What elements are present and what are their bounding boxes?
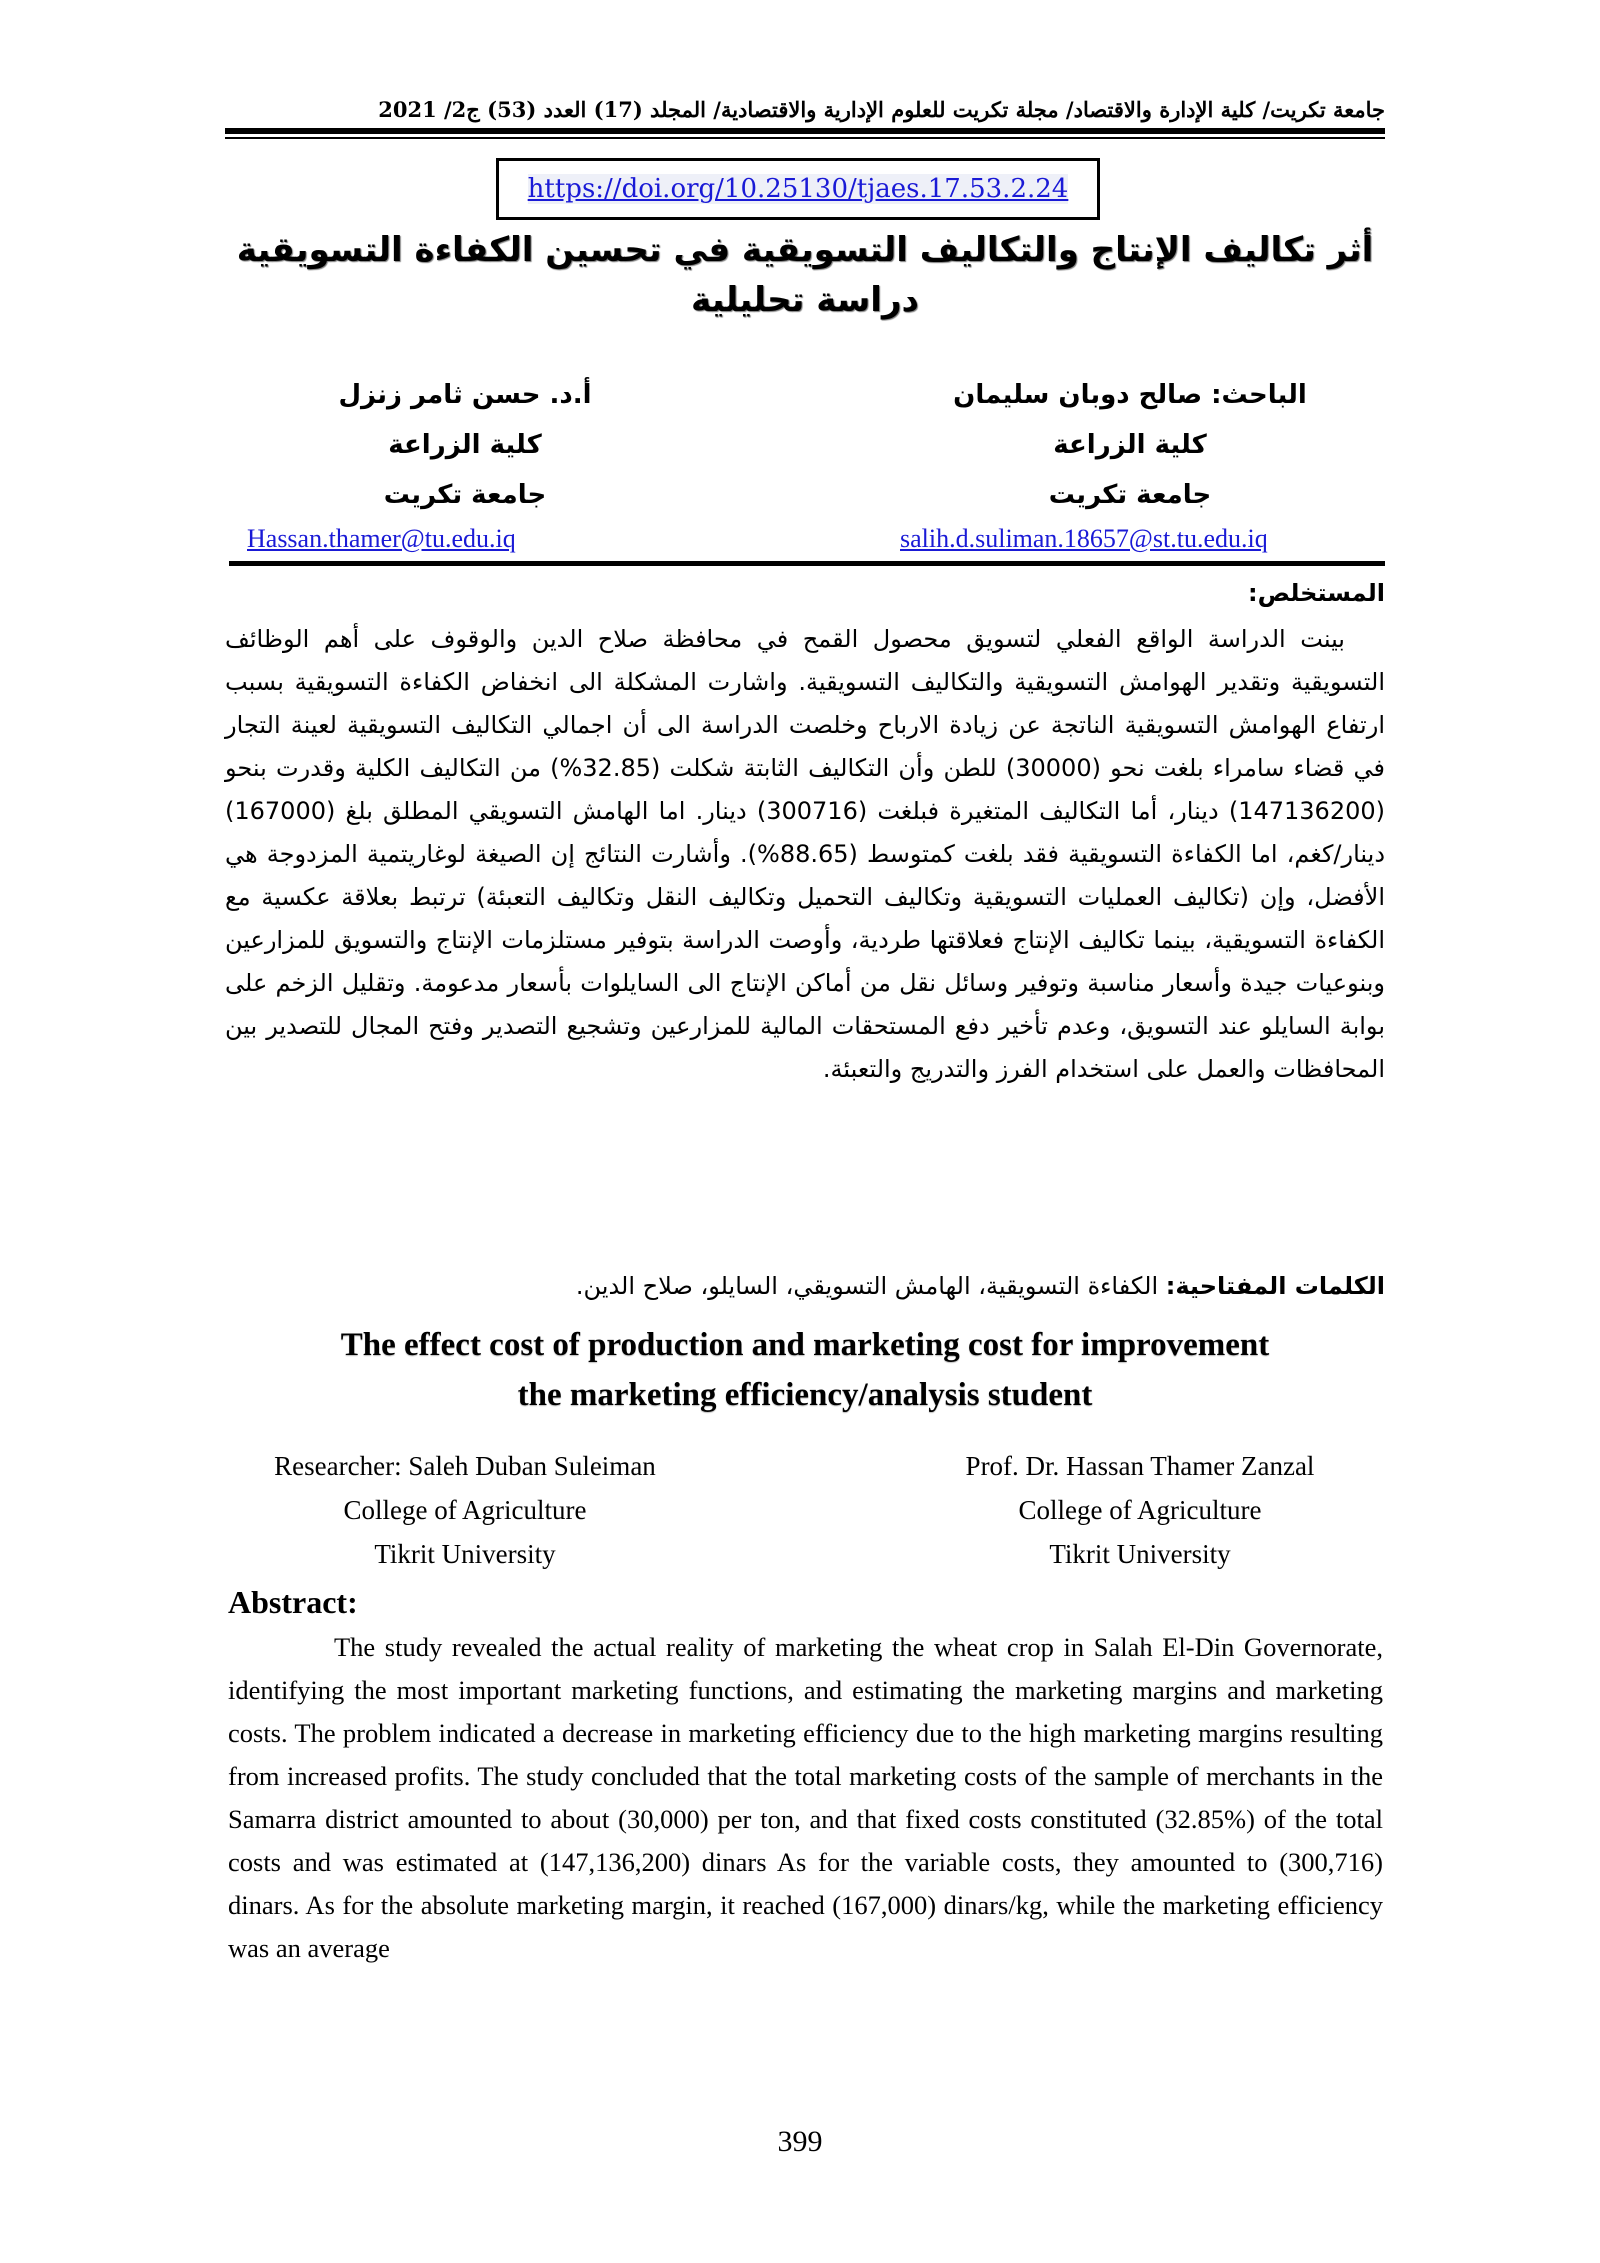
author-2-email-link[interactable]: Hassan.thamer@tu.edu.iq	[247, 524, 516, 553]
author-college: كلية الزراعة	[388, 430, 542, 460]
keywords-list: الكفاءة التسويقية، الهامش التسويقي، السايلو، صلاح الدين.	[575, 1272, 1159, 1300]
page-number: 399	[777, 2125, 823, 2158]
author-university: Tikrit University	[374, 1539, 556, 1569]
author-college: College of Agriculture	[1018, 1495, 1262, 1525]
author-1-email-link[interactable]: salih.d.suliman.18657@st.tu.edu.iq	[900, 524, 1268, 553]
journal-header: جامعة تكريت/ كلية الإدارة والاقتصاد/ مجلة تكريت للعلوم الإدارية والاقتصادية/ المجلد (17) العدد (53) ج2/ 2021	[378, 97, 1385, 122]
arabic-author-2	[230, 370, 700, 520]
author-college: College of Agriculture	[343, 1495, 587, 1525]
english-abstract-heading: Abstract:	[228, 1584, 358, 1620]
english-author-2	[900, 1444, 1380, 1576]
english-abstract-text: The study revealed the actual reality of marketing the wheat crop in Salah El-Din Governorate, identifying the most important marketing functions, and estimating the marketing margins and marketing costs. The problem indicated a decrease in marketing efficiency due to the high marketing margins resulting from increased profits. The study concluded that the total marketing costs of the sample of merchants in the Samarra district amounted to about (30,000) per ton, and that fixed costs constituted (32.85%) of the total costs and was estimated at (147,136,200) dinars As for the variable costs, they amounted to (300,716) dinars. As for the absolute marketing margin, it reached (167,000) dinars/kg, while the marketing efficiency was an average	[228, 1632, 1383, 1963]
author-name: Researcher: Saleh Duban Suleiman	[274, 1451, 656, 1481]
arabic-author-1	[900, 370, 1360, 520]
arabic-abstract-heading: المستخلص:	[1248, 579, 1385, 607]
section-divider	[229, 561, 1385, 566]
arabic-title	[225, 225, 1385, 325]
english-title	[225, 1320, 1385, 1420]
english-title-line-1: The effect cost of production and marketing cost for improvement	[340, 1327, 1270, 1363]
header-rule-thick	[225, 128, 1385, 134]
header-rule-thin	[225, 137, 1385, 139]
arabic-abstract-text: بينت الدراسة الواقع الفعلي لتسويق محصول القمح في محافظة صلاح الدين والوقوف على أهم الوظائف التسويقية وتقدير الهوامش التسويقية والتكاليف التسويقية. واشارت المشكلة الى انخفاض الكفاءة التسويقية بسبب ارتفاع الهوامش التسويقية الناتجة عن زيادة الارباح وخلصت الدراسة الى أن اجمالي التكاليف التسويقية لعينة التجار في قضاء سامراء بلغت نحو (30000) للطن وأن التكاليف الثابتة شكلت (32.85%) من التكاليف الكلية وقدرت بنحو (147136200) دينار، أما التكاليف المتغيرة فبلغت (300716) دينار. اما الهامش التسويقي المطلق بلغ (167000) دينار/كغم، اما الكفاءة التسويقية فقد بلغت كمتوسط (88.65%). وأشارت النتائج إن الصيغة لوغاريتمية المزدوجة هي الأفضل، وإن (تكاليف العمليات التسويقية وتكاليف التحميل وتكاليف النقل وتكاليف التعبئة) ترتبط بعلاقة عكسية مع الكفاءة التسويقية، بينما تكاليف الإنتاج فعلاقتها طردية، وأوصت الدراسة بتوفير مستلزمات الإنتاج والتسويق للمزارعين وبنوعيات جيدة وأسعار مناسبة وتوفير وسائل نقل من أماكن الإنتاج الى السايلوات بأسعار مدعومة. وتقليل الزخم على بوابة السايلو عند التسويق، وعدم تأخير دفع المستحقات المالية للمزارعين وتشجيع التصدير وفتح المجال للتصدير بين المحافظات والعمل على استخدام الفرز والتدريج والتعبئة.	[225, 625, 1386, 1083]
keywords-label: الكلمات المفتاحية:	[1165, 1272, 1385, 1300]
doi-link[interactable]: https://doi.org/10.25130/tjaes.17.53.2.24	[527, 174, 1069, 204]
english-author-1	[225, 1444, 705, 1576]
author-university: Tikrit University	[1049, 1539, 1231, 1569]
english-title-line-2: the marketing efficiency/analysis student	[517, 1377, 1093, 1413]
arabic-keywords	[225, 1268, 1385, 1304]
author-university: جامعة تكريت	[1048, 480, 1212, 510]
arabic-abstract-body	[225, 618, 1385, 1091]
author-university: جامعة تكريت	[383, 480, 547, 510]
arabic-title-line-1: أثر تكاليف الإنتاج والتكاليف التسويقية في تحسين الكفاءة التسويقية	[236, 230, 1374, 270]
doi-box	[496, 158, 1100, 220]
author-name: أ.د. حسن ثامر زنزل	[338, 380, 592, 410]
arabic-title-line-2: دراسة تحليلية	[691, 280, 919, 320]
author-name: الباحث: صالح دوبان سليمان	[953, 380, 1307, 410]
english-abstract-body	[228, 1626, 1383, 1970]
author-name: Prof. Dr. Hassan Thamer Zanzal	[965, 1451, 1315, 1481]
author-college: كلية الزراعة	[1053, 430, 1207, 460]
